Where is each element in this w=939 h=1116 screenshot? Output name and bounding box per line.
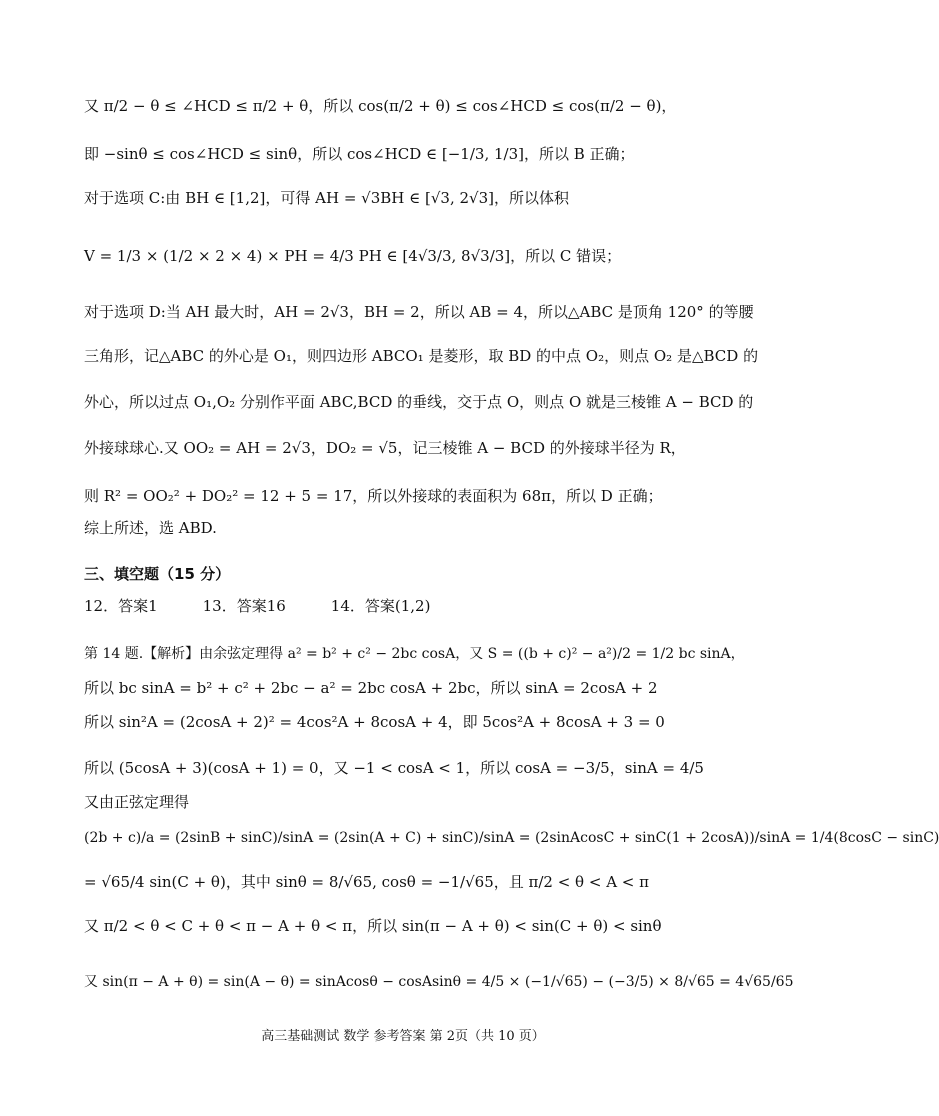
text-line: 对于选项 D:当 AH 最大时，AH = 2√3，BH = 2，所以 AB = 4，所以△ABC 是顶角 120° 的等腰	[84, 303, 754, 321]
text-line: (2b + c)/a = (2sinB + sinC)/sinA = (2sin(A + C) + sinC)/sinA = (2sinAcosC + sinC(1 + 2cosA))/sinA = 1/4(8cosC − sinC)	[84, 830, 939, 846]
text-line: = √65/4 sin(C + θ)，其中 sinθ = 8/√65, cosθ = −1/√65，且 π/2 < θ < A < π	[84, 873, 649, 891]
text-line: 外心，所以过点 O₁,O₂ 分别作平面 ABC,BCD 的垂线，交于点 O，则点 O 就是三棱锥 A − BCD 的	[84, 393, 754, 411]
text-line: 又 π/2 < θ < C + θ < π − A + θ < π，所以 sin(π − A + θ) < sin(C + θ) < sinθ	[84, 917, 662, 935]
text-line: 外接球球心.又 OO₂ = AH = 2√3，DO₂ = √5，记三棱锥 A − BCD 的外接球半径为 R，	[84, 439, 686, 457]
text-line: 综上所述，选 ABD.	[84, 519, 217, 537]
text-line: 所以 bc sinA = b² + c² + 2bc − a² = 2bc cosA + 2bc，所以 sinA = 2cosA + 2	[84, 679, 658, 697]
text-line: 第 14 题.【解析】由余弦定理得 a² = b² + c² − 2bc cosA，又 S = ((b + c)² − a²)/2 = 1/2 bc sinA，	[84, 646, 745, 662]
text-line: V = 1/3 × (1/2 × 2 × 4) × PH = 4/3 PH ∈ [4√3/3, 8√3/3]，所以 C 错误；	[84, 247, 622, 265]
text-line: 所以 (5cosA + 3)(cosA + 1) = 0，又 −1 < cosA < 1，所以 cosA = −3/5，sinA = 4/5	[84, 759, 704, 777]
text-line: 则 R² = OO₂² + DO₂² = 12 + 5 = 17，所以外接球的表面积为 68π，所以 D 正确；	[84, 487, 663, 505]
text-line: 又 π/2 − θ ≤ ∠HCD ≤ π/2 + θ，所以 cos(π/2 + θ) ≤ cos∠HCD ≤ cos(π/2 − θ)，	[84, 97, 677, 115]
page-footer: 高三基础测试 数学 参考答案 第 2页（共 10 页）	[261, 1029, 545, 1044]
text-line: 又由正弦定理得	[84, 793, 190, 811]
text-line: 又 sin(π − A + θ) = sin(A − θ) = sinAcosθ − cosAsinθ = 4/5 × (−1/√65) − (−3/5) × 8/√65 = 4√65/65	[84, 974, 794, 990]
answers-line: 12．答案1 13．答案16 14．答案(1,2)	[84, 597, 431, 615]
text-line: 对于选项 C:由 BH ∈ [1,2]，可得 AH = √3BH ∈ [√3, 2√3]，所以体积	[84, 189, 569, 207]
text-line: 所以 sin²A = (2cosA + 2)² = 4cos²A + 8cosA + 4，即 5cos²A + 8cosA + 3 = 0	[84, 713, 665, 731]
text-line: 即 −sinθ ≤ cos∠HCD ≤ sinθ，所以 cos∠HCD ∈ [−1/3, 1/3]，所以 B 正确；	[84, 145, 635, 163]
section-heading: 三、填空题（15 分）	[84, 565, 231, 583]
text-line: 三角形，记△ABC 的外心是 O₁，则四边形 ABCO₁ 是菱形，取 BD 的中点 O₂，则点 O₂ 是△BCD 的	[84, 347, 759, 365]
